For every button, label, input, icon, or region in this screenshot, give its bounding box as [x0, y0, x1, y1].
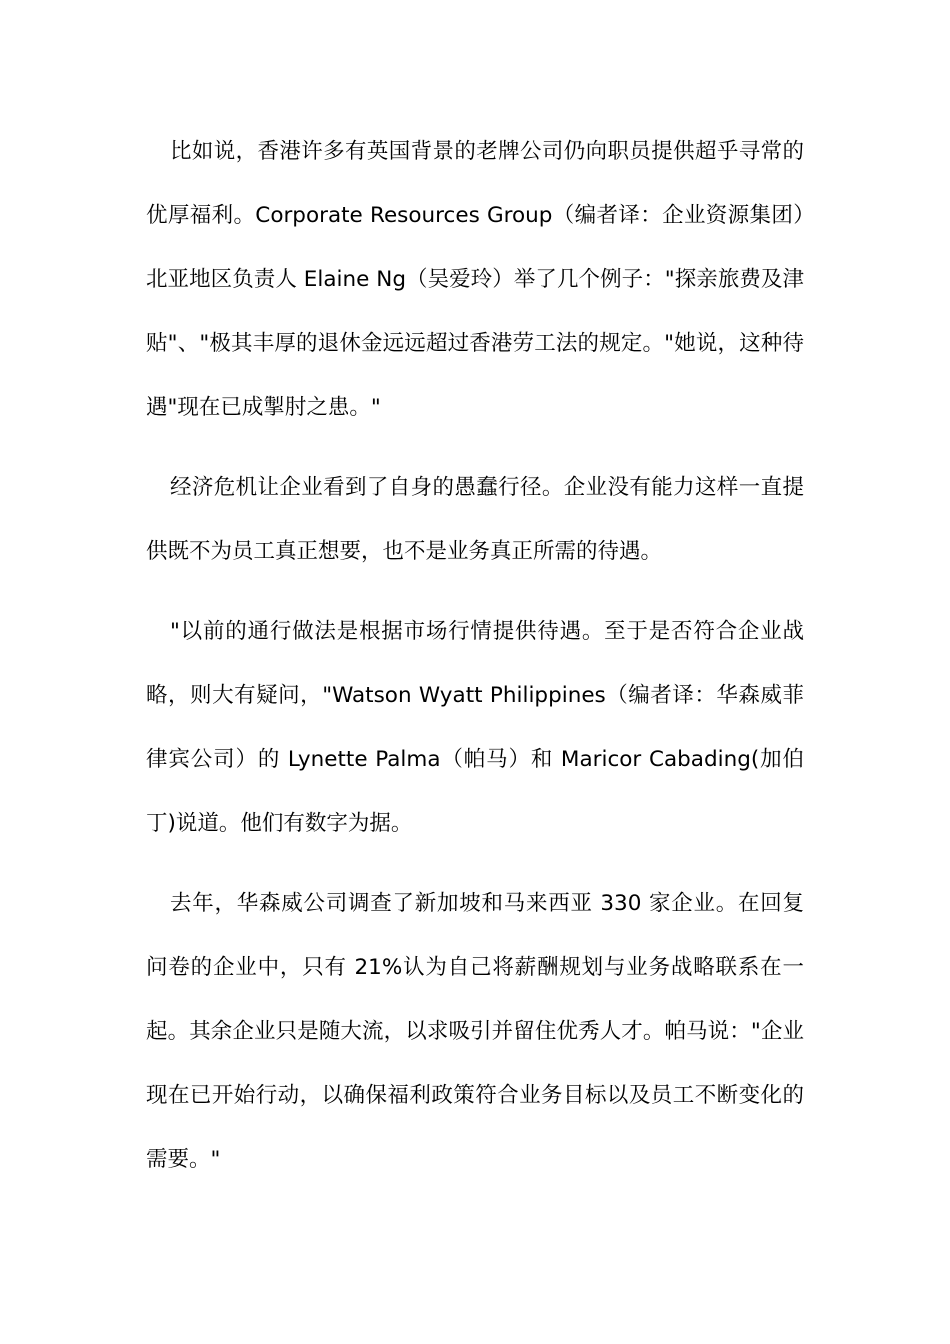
paragraph-3: "以前的通行做法是根据市场行情提供待遇。至于是否符合企业战略，则大有疑问，"Watson Wyatt Philippines（编者译：华森威菲律宾公司）的 Lynette Palma（帕马）和 Maricor Cabading(加伯丁)说道。他们有数字为据。 [146, 619, 804, 836]
paragraph-2: 经济危机让企业看到了自身的愚蠢行径。企业没有能力这样一直提供既不为员工真正想要，也不是业务真正所需的待遇。 [146, 475, 804, 564]
paragraph-1: 比如说，香港许多有英国背景的老牌公司仍向职员提供超乎寻常的优厚福利。Corporate Resources Group（编者译：企业资源集团）北亚地区负责人 Elaine Ng（吴爱玲）举了几个例子："探亲旅费及津贴"、"极其丰厚的退休金远远超过香港劳工法的规定。"她说，这种待遇"现在已成掣肘之患。" [146, 139, 804, 420]
paragraph-4: 去年，华森威公司调查了新加坡和马来西亚 330 家企业。在回复问卷的企业中，只有 21%认为自己将薪酬规划与业务战略联系在一起。其余企业只是随大流，以求吸引并留住优秀人才。帕马说："企业现在已开始行动，以确保福利政策符合业务目标以及员工不断变化的需要。" [146, 891, 804, 1172]
document-body [146, 120, 804, 1208]
